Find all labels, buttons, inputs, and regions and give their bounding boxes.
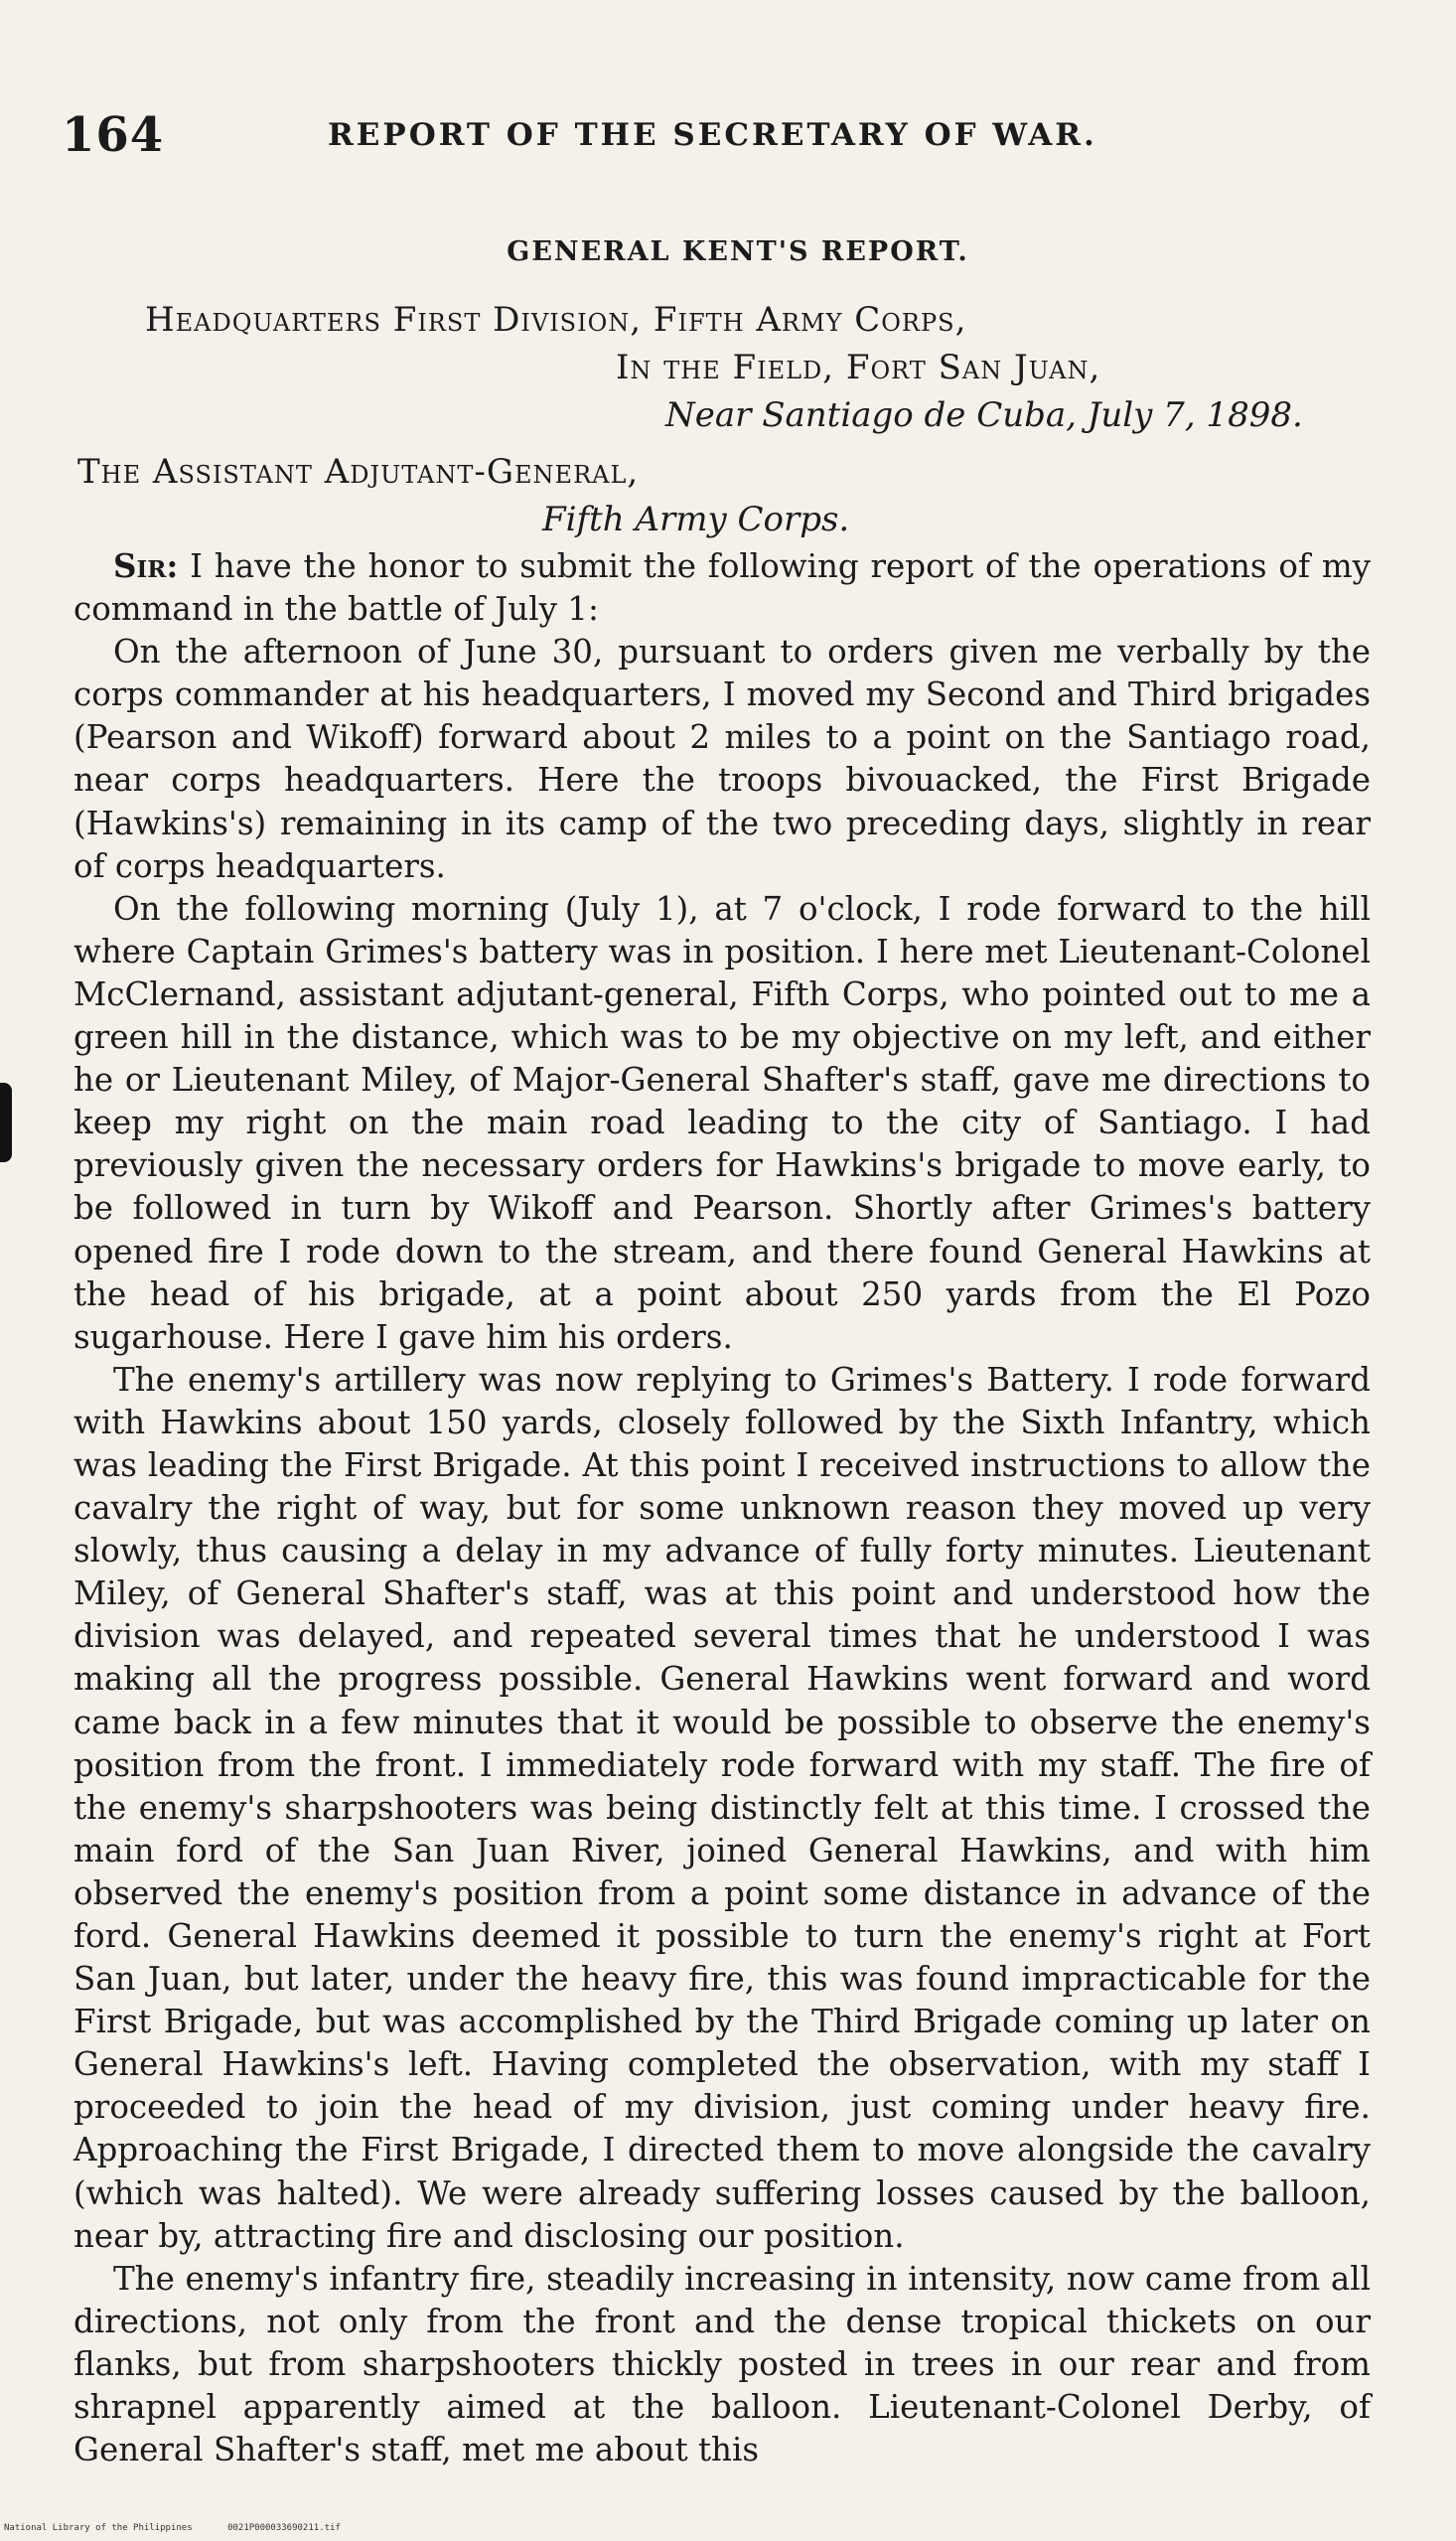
paragraph-1 [73,544,1371,631]
addressee-line-2: Fifth Army Corps. [542,500,850,539]
paragraph-4: The enemy's artillery was now replying to Grimes's Battery. I rode forward with Hawkins about 150 yards, closely followed by the Sixth Infantry, which was leading the First Brigade. At this point I received instructions to allow the cavalry the right of way, but for some unknown reason they moved up very slowly, thus causing a delay in my advance of fully forty minutes. Lieutenant Miley, of General Shafter's staff, was at this point and understood how the division was delayed, and repeated several times that he understood I was making all the progress possible. General Hawkins went forward and word came back in a few minutes that it would be possible to observe the enemy's position from the front. I immediately rode forward with my staff. The fire of the enemy's sharpshooters was being distinctly felt at this time. I crossed the main ford of the San Juan River, joined General Hawkins, and with him observed the enemy's position from a point some distance in advance of the ford. General Hawkins deemed it possible to turn the enemy's right at Fort San Juan, but later, under the heavy fire, this was found impracticable for the First Brigade, but was accomplished by the Third Brigade coming up later on General Hawkins's left. Having completed the observation, with my staff I proceeded to join the head of my division, just coming under heavy fire. Approaching the First Brigade, I directed them to move alongside the cavalry (which was halted). We were already suffering losses caused by the balloon, near by, attracting fire and disclosing our position. [73,1360,1371,2255]
addressee-line-1: The Assistant Adjutant-General, [77,452,640,492]
report-title: GENERAL KENT'S REPORT. [507,236,969,267]
paragraph-2: On the afternoon of June 30, pursuant to orders given me verbally by the corps commander at his headquarters, I moved my Second and Third brigades (Pearson and Wikoff) forward about 2 miles to a point on the Santiago road, near corps headquarters. Here the troops bivouacked, the First Brigade (Hawkins's) remaining in its camp of the two preceding days, slightly in rear of corps headquarters. [73,633,1371,885]
heading-line-3: Near Santiago de Cuba, July 7, 1898. [665,395,1303,435]
scan-footer [4,2523,370,2533]
footer-library: National Library of the Philippines [4,2523,193,2533]
binding-hole-mark [0,1083,12,1162]
page-number: 164 [62,107,165,163]
salutation: Sir: [113,546,179,585]
heading-line-1: Headquarters First Division, Fifth Army Corps, [145,300,967,340]
running-head: REPORT OF THE SECRETARY OF WAR. [328,117,1097,153]
paragraph-1-text: I have the honor to submit the following report of the operations of my command in the battle of July 1: [73,547,1371,629]
report-body [73,544,1371,2471]
heading-line-2: In the Field, Fort San Juan, [616,348,1101,387]
paragraph-5: The enemy's infantry fire, steadily increasing in intensity, now came from all directions, not only from the front and the dense tropical thickets on our flanks, but from sharpshooters thickly posted in trees in our rear and from shrapnel apparently aimed at the balloon. Lieutenant-Colonel Derby, of General Shafter's staff, met me about this [73,2259,1371,2469]
paragraph-3: On the following morning (July 1), at 7 o'clock, I rode forward to the hill where Captain Grimes's battery was in position. I here met Lieutenant-Colonel McClernand, assistant adjutant-general, Fifth Corps, who pointed out to me a green hill in the distance, which was to be my objective on my left, and either he or Lieutenant Miley, of Major-General Shafter's staff, gave me directions to keep my right on the main road leading to the city of Santiago. I had previously given the necessary orders for Hawkins's brigade to move early, to be followed in turn by Wikoff and Pearson. Shortly after Grimes's battery opened fire I rode down to the stream, and there found General Hawkins at the head of his brigade, at a point about 250 yards from the El Pozo sugarhouse. Here I gave him his orders. [73,889,1371,1356]
footer-file-id: 0021P000033690211.tif [227,2523,341,2533]
